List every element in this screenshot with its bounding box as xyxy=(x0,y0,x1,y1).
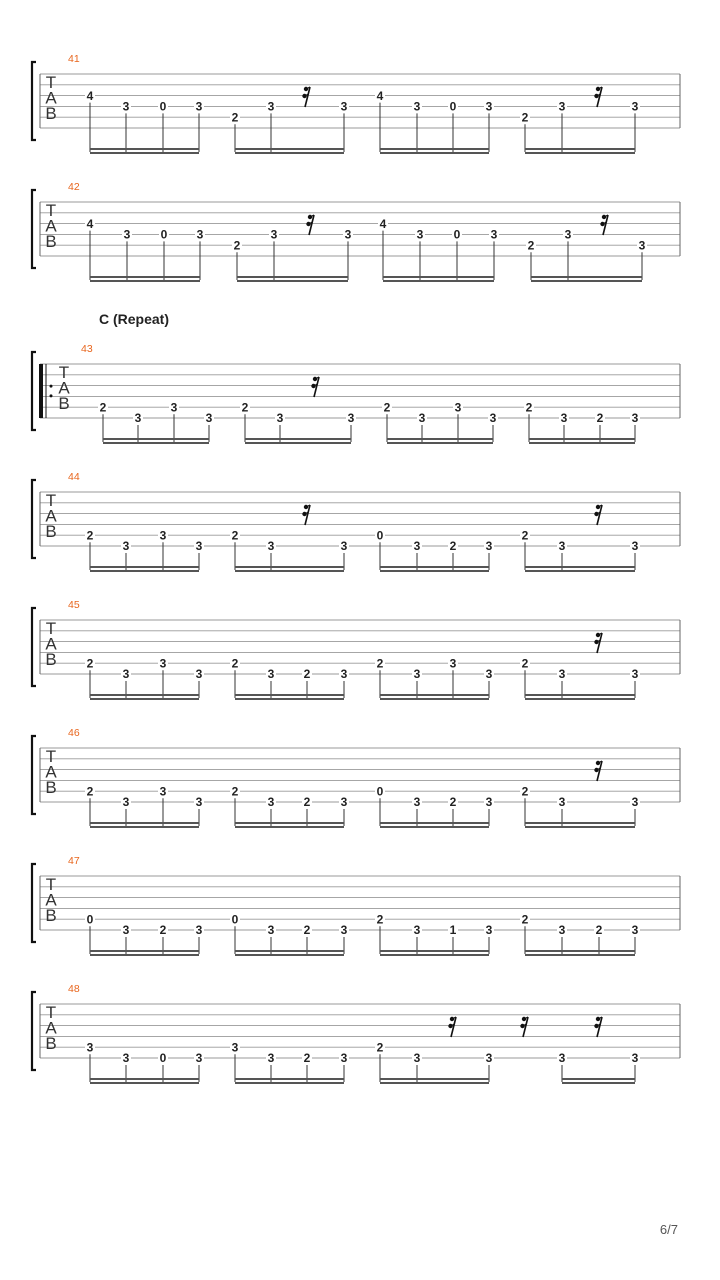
repeat-thick-bar xyxy=(39,364,43,418)
beam-secondary xyxy=(525,152,635,154)
fret-number: 2 xyxy=(231,528,239,543)
fret-number: 4 xyxy=(379,216,387,231)
measure-number: 48 xyxy=(68,983,80,995)
fret-number: 3 xyxy=(485,923,493,938)
system-bracket xyxy=(32,608,36,686)
measure-number: 43 xyxy=(81,343,93,355)
fret-number: 3 xyxy=(122,99,130,114)
fret-number: 3 xyxy=(631,411,639,426)
fret-number: 2 xyxy=(303,795,311,810)
beam-secondary xyxy=(525,826,635,828)
fret-number: 1 xyxy=(449,923,457,938)
fret-number: 3 xyxy=(159,784,167,799)
beam-primary xyxy=(525,148,635,150)
tab-clef-letter: T xyxy=(45,619,57,638)
fret-number: 0 xyxy=(231,912,239,927)
beam-secondary xyxy=(235,152,344,154)
beam-secondary xyxy=(90,152,199,154)
beam-primary xyxy=(235,148,344,150)
fret-number: 2 xyxy=(241,400,249,415)
fret-number: 3 xyxy=(631,667,639,682)
fret-number: 2 xyxy=(303,667,311,682)
beam-primary xyxy=(90,822,199,824)
fret-number: 3 xyxy=(485,795,493,810)
fret-number: 0 xyxy=(449,99,457,114)
fret-number: 2 xyxy=(521,784,529,799)
beam-primary xyxy=(525,950,635,952)
fret-number: 2 xyxy=(449,795,457,810)
fret-number: 2 xyxy=(521,912,529,927)
fret-number: 3 xyxy=(195,795,203,810)
measure-number: 41 xyxy=(68,53,80,65)
tab-clef-letter: T xyxy=(58,363,70,382)
fret-number: 2 xyxy=(231,110,239,125)
fret-number: 2 xyxy=(376,912,384,927)
beam-primary xyxy=(235,950,344,952)
beam-primary xyxy=(529,438,635,440)
fret-number: 2 xyxy=(596,411,604,426)
tab-system xyxy=(32,343,680,444)
tab-clef-letter: A xyxy=(45,762,57,782)
fret-number: 2 xyxy=(86,784,94,799)
fret-number: 2 xyxy=(521,528,529,543)
beam-secondary xyxy=(380,826,489,828)
tab-system xyxy=(32,855,680,956)
beam-primary xyxy=(103,438,209,440)
fret-number: 2 xyxy=(449,539,457,554)
beam-secondary xyxy=(387,442,493,444)
fret-number: 0 xyxy=(376,528,384,543)
section-label: C (Repeat) xyxy=(99,311,170,327)
fret-number: 3 xyxy=(122,923,130,938)
fret-number: 3 xyxy=(413,795,421,810)
tab-clef-letter: A xyxy=(45,216,57,236)
fret-number: 3 xyxy=(489,411,497,426)
fret-number: 2 xyxy=(595,923,603,938)
tab-clef-letter: T xyxy=(45,875,57,894)
beam-secondary xyxy=(90,570,199,572)
fret-number: 3 xyxy=(413,99,421,114)
beam-primary xyxy=(380,1078,489,1080)
tab-clef-letter: A xyxy=(45,1018,57,1038)
beam-primary xyxy=(90,566,199,568)
fret-number: 3 xyxy=(159,528,167,543)
beam-secondary xyxy=(90,280,200,282)
tab-system xyxy=(32,471,680,572)
tab-clef-letter: T xyxy=(45,747,57,766)
beam-secondary xyxy=(235,570,344,572)
tab-system xyxy=(32,53,680,154)
beam-secondary xyxy=(380,698,489,700)
beam-primary xyxy=(235,1078,344,1080)
fret-number: 2 xyxy=(86,656,94,671)
tab-clef-letter: B xyxy=(45,104,57,123)
tab-clef-letter: A xyxy=(45,506,57,526)
system-bracket xyxy=(32,62,36,140)
fret-number: 3 xyxy=(340,667,348,682)
tab-clef-letter: A xyxy=(45,634,57,654)
beam-secondary xyxy=(380,1082,489,1084)
fret-number: 2 xyxy=(159,923,167,938)
tab-clef-letter: B xyxy=(45,650,57,669)
fret-number: 3 xyxy=(558,667,566,682)
fret-number: 3 xyxy=(560,411,568,426)
fret-number: 3 xyxy=(485,539,493,554)
fret-number: 3 xyxy=(558,795,566,810)
fret-number: 3 xyxy=(267,1051,275,1066)
fret-number: 3 xyxy=(205,411,213,426)
beam-primary xyxy=(90,1078,199,1080)
fret-number: 2 xyxy=(525,400,533,415)
tab-system xyxy=(32,181,680,282)
beam-primary xyxy=(235,566,344,568)
fret-number: 3 xyxy=(413,539,421,554)
system-bracket xyxy=(32,480,36,558)
beam-secondary xyxy=(235,826,344,828)
tab-clef-letter: A xyxy=(45,890,57,910)
tab-system xyxy=(32,983,680,1084)
fret-number: 0 xyxy=(159,1051,167,1066)
fret-number: 3 xyxy=(340,99,348,114)
beam-primary xyxy=(90,950,199,952)
measure-number: 42 xyxy=(68,181,80,193)
fret-number: 0 xyxy=(453,227,461,242)
beam-secondary xyxy=(237,280,348,282)
fret-number: 3 xyxy=(558,539,566,554)
fret-number: 3 xyxy=(122,1051,130,1066)
beam-primary xyxy=(525,566,635,568)
beam-secondary xyxy=(235,1082,344,1084)
fret-number: 0 xyxy=(160,227,168,242)
fret-number: 3 xyxy=(485,1051,493,1066)
fret-number: 3 xyxy=(195,667,203,682)
fret-number: 3 xyxy=(122,667,130,682)
tab-system xyxy=(32,599,680,700)
tab-clef-letter: B xyxy=(45,232,57,251)
page-number: 6/7 xyxy=(659,1222,678,1237)
fret-number: 3 xyxy=(267,795,275,810)
fret-number: 3 xyxy=(123,227,131,242)
fret-number: 3 xyxy=(340,539,348,554)
repeat-dot xyxy=(50,394,53,397)
tab-clef-letter: B xyxy=(45,1034,57,1053)
tab-clef-letter: T xyxy=(45,73,57,92)
fret-number: 3 xyxy=(631,1051,639,1066)
fret-number: 2 xyxy=(376,656,384,671)
fret-number: 2 xyxy=(99,400,107,415)
fret-number: 3 xyxy=(631,539,639,554)
fret-number: 3 xyxy=(631,923,639,938)
beam-primary xyxy=(531,276,642,278)
fret-number: 3 xyxy=(340,795,348,810)
fret-number: 4 xyxy=(376,88,384,103)
beam-primary xyxy=(90,276,200,278)
beam-secondary xyxy=(525,570,635,572)
tab-clef-letter: B xyxy=(58,394,70,413)
fret-number: 3 xyxy=(122,539,130,554)
beam-secondary xyxy=(90,1082,199,1084)
fret-number: 3 xyxy=(267,539,275,554)
tab-clef-letter: A xyxy=(45,88,57,108)
tab-clef-letter: T xyxy=(45,201,57,220)
fret-number: 2 xyxy=(86,528,94,543)
beam-secondary xyxy=(245,442,351,444)
beam-primary xyxy=(235,822,344,824)
fret-number: 0 xyxy=(376,784,384,799)
fret-number: 3 xyxy=(267,99,275,114)
fret-number: 3 xyxy=(558,923,566,938)
system-bracket xyxy=(32,864,36,942)
fret-number: 0 xyxy=(86,912,94,927)
fret-number: 3 xyxy=(231,1040,239,1055)
fret-number: 3 xyxy=(416,227,424,242)
fret-number: 3 xyxy=(631,795,639,810)
beam-secondary xyxy=(525,954,635,956)
beam-secondary xyxy=(380,152,489,154)
fret-number: 4 xyxy=(86,216,94,231)
fret-number: 2 xyxy=(231,656,239,671)
repeat-dot xyxy=(50,385,53,388)
fret-number: 2 xyxy=(521,656,529,671)
fret-number: 3 xyxy=(86,1040,94,1055)
fret-number: 3 xyxy=(413,1051,421,1066)
fret-number: 3 xyxy=(276,411,284,426)
fret-number: 3 xyxy=(558,99,566,114)
fret-number: 2 xyxy=(233,238,241,253)
beam-secondary xyxy=(383,280,494,282)
beam-primary xyxy=(380,148,489,150)
system-bracket xyxy=(32,352,36,430)
fret-number: 3 xyxy=(485,667,493,682)
beam-primary xyxy=(525,822,635,824)
beam-secondary xyxy=(235,698,344,700)
fret-number: 3 xyxy=(558,1051,566,1066)
fret-number: 3 xyxy=(159,656,167,671)
beam-secondary xyxy=(562,1082,635,1084)
beam-primary xyxy=(90,148,199,150)
fret-number: 2 xyxy=(303,923,311,938)
beam-primary xyxy=(380,694,489,696)
beam-primary xyxy=(90,694,199,696)
tab-clef-letter: B xyxy=(45,906,57,925)
fret-number: 4 xyxy=(86,88,94,103)
fret-number: 3 xyxy=(454,400,462,415)
tab-system xyxy=(32,727,680,828)
system-bracket xyxy=(32,190,36,268)
fret-number: 3 xyxy=(267,667,275,682)
fret-number: 0 xyxy=(159,99,167,114)
fret-number: 3 xyxy=(195,539,203,554)
fret-number: 3 xyxy=(267,923,275,938)
fret-number: 3 xyxy=(196,227,204,242)
fret-number: 2 xyxy=(231,784,239,799)
beam-secondary xyxy=(380,954,489,956)
measure-number: 47 xyxy=(68,855,80,867)
fret-number: 3 xyxy=(413,923,421,938)
beam-primary xyxy=(235,694,344,696)
fret-number: 3 xyxy=(344,227,352,242)
fret-number: 2 xyxy=(521,110,529,125)
beam-primary xyxy=(380,566,489,568)
measure-number: 44 xyxy=(68,471,80,483)
fret-number: 3 xyxy=(340,923,348,938)
tab-clef-letter: T xyxy=(45,491,57,510)
tab-clef-letter: B xyxy=(45,522,57,541)
fret-number: 2 xyxy=(383,400,391,415)
beam-primary xyxy=(383,276,494,278)
fret-number: 3 xyxy=(449,656,457,671)
beam-primary xyxy=(380,950,489,952)
fret-number: 3 xyxy=(122,795,130,810)
beam-primary xyxy=(525,694,635,696)
fret-number: 3 xyxy=(485,99,493,114)
fret-number: 3 xyxy=(631,99,639,114)
fret-number: 3 xyxy=(413,667,421,682)
beam-secondary xyxy=(235,954,344,956)
measure-number: 46 xyxy=(68,727,80,739)
beam-secondary xyxy=(531,280,642,282)
fret-number: 3 xyxy=(195,923,203,938)
fret-number: 3 xyxy=(195,99,203,114)
beam-secondary xyxy=(525,698,635,700)
fret-number: 3 xyxy=(638,238,646,253)
measure-number: 45 xyxy=(68,599,80,611)
system-bracket xyxy=(32,736,36,814)
beam-primary xyxy=(245,438,351,440)
fret-number: 3 xyxy=(564,227,572,242)
beam-primary xyxy=(387,438,493,440)
beam-primary xyxy=(562,1078,635,1080)
beam-secondary xyxy=(529,442,635,444)
system-bracket xyxy=(32,992,36,1070)
fret-number: 2 xyxy=(527,238,535,253)
fret-number: 3 xyxy=(340,1051,348,1066)
beam-secondary xyxy=(380,570,489,572)
beam-secondary xyxy=(90,826,199,828)
beam-primary xyxy=(237,276,348,278)
fret-number: 3 xyxy=(170,400,178,415)
fret-number: 3 xyxy=(490,227,498,242)
fret-number: 2 xyxy=(376,1040,384,1055)
tab-clef-letter: B xyxy=(45,778,57,797)
fret-number: 3 xyxy=(195,1051,203,1066)
beam-secondary xyxy=(90,698,199,700)
fret-number: 3 xyxy=(270,227,278,242)
tab-clef-letter: A xyxy=(58,378,70,398)
fret-number: 3 xyxy=(418,411,426,426)
tab-clef-letter: T xyxy=(45,1003,57,1022)
fret-number: 3 xyxy=(347,411,355,426)
beam-secondary xyxy=(90,954,199,956)
fret-number: 3 xyxy=(134,411,142,426)
beam-primary xyxy=(380,822,489,824)
beam-secondary xyxy=(103,442,209,444)
fret-number: 2 xyxy=(303,1051,311,1066)
